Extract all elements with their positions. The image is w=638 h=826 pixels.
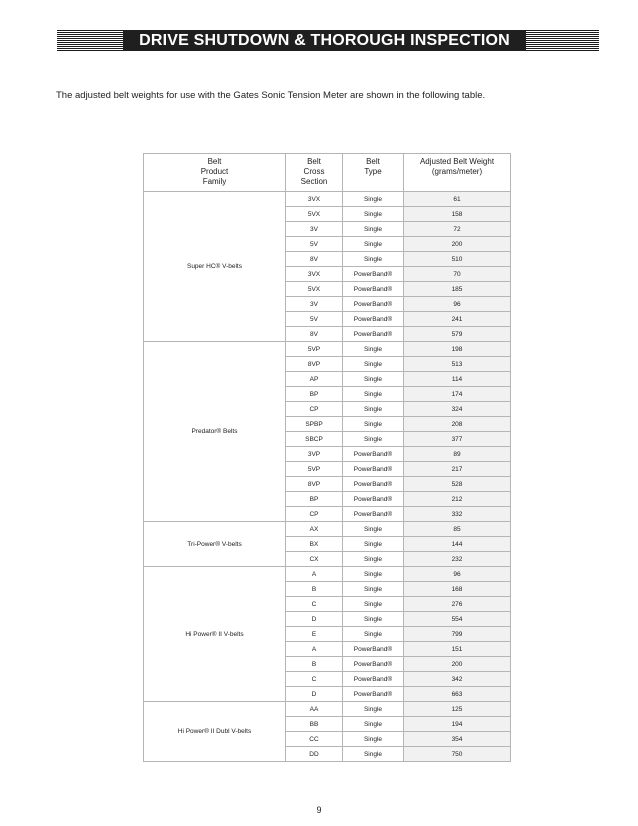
belt-weight-cell: 663 bbox=[404, 687, 511, 702]
belt-family-cell: Predator® Belts bbox=[144, 342, 286, 522]
belt-weight-cell: 158 bbox=[404, 207, 511, 222]
belt-weight-cell: 194 bbox=[404, 717, 511, 732]
cross-section-cell: 5VP bbox=[286, 462, 343, 477]
belt-type-cell: Single bbox=[343, 552, 404, 567]
belt-weight-cell: 354 bbox=[404, 732, 511, 747]
table-row bbox=[144, 567, 511, 582]
belt-type-cell: PowerBand® bbox=[343, 282, 404, 297]
cross-section-cell: SBCP bbox=[286, 432, 343, 447]
belt-weight-cell: 61 bbox=[404, 192, 511, 207]
belt-type-cell: PowerBand® bbox=[343, 687, 404, 702]
belt-type-cell: Single bbox=[343, 357, 404, 372]
belt-weight-cell: 799 bbox=[404, 627, 511, 642]
belt-weight-cell: 750 bbox=[404, 747, 511, 762]
belt-weight-cell: 579 bbox=[404, 327, 511, 342]
belt-weight-cell: 232 bbox=[404, 552, 511, 567]
cross-section-cell: 3VP bbox=[286, 447, 343, 462]
belt-weight-cell: 276 bbox=[404, 597, 511, 612]
cross-section-cell: D bbox=[286, 687, 343, 702]
table-row bbox=[144, 342, 511, 357]
header-belt-cross-section bbox=[286, 154, 343, 192]
belt-type-cell: Single bbox=[343, 582, 404, 597]
cross-section-cell: 5VX bbox=[286, 207, 343, 222]
cross-section-cell: BP bbox=[286, 387, 343, 402]
cross-section-cell: BX bbox=[286, 537, 343, 552]
belt-weight-cell: 241 bbox=[404, 312, 511, 327]
header-line: Type bbox=[364, 167, 382, 176]
belt-type-cell: Single bbox=[343, 717, 404, 732]
belt-type-cell: Single bbox=[343, 387, 404, 402]
belt-weight-cell: 217 bbox=[404, 462, 511, 477]
cross-section-cell: B bbox=[286, 657, 343, 672]
belt-type-cell: Single bbox=[343, 192, 404, 207]
belt-family-cell: Hi Power® II Dubl V-belts bbox=[144, 702, 286, 762]
cross-section-cell: B bbox=[286, 582, 343, 597]
header-adjusted-belt-weight bbox=[404, 154, 511, 192]
header-line: Cross bbox=[303, 167, 325, 176]
cross-section-cell: 3VX bbox=[286, 192, 343, 207]
cross-section-cell: 5V bbox=[286, 237, 343, 252]
belt-type-cell: PowerBand® bbox=[343, 462, 404, 477]
belt-weight-cell: 510 bbox=[404, 252, 511, 267]
belt-type-cell: Single bbox=[343, 222, 404, 237]
header-line: Belt bbox=[307, 157, 321, 166]
cross-section-cell: BP bbox=[286, 492, 343, 507]
header-line: (grams/meter) bbox=[431, 167, 483, 176]
header-line: Adjusted Belt Weight bbox=[419, 157, 495, 166]
cross-section-cell: SPBP bbox=[286, 417, 343, 432]
cross-section-cell: 3V bbox=[286, 297, 343, 312]
belt-type-cell: PowerBand® bbox=[343, 657, 404, 672]
table-row bbox=[144, 522, 511, 537]
header-belt-product-family bbox=[144, 154, 286, 192]
belt-type-cell: Single bbox=[343, 402, 404, 417]
belt-weight-cell: 342 bbox=[404, 672, 511, 687]
belt-type-cell: Single bbox=[343, 252, 404, 267]
belt-family-cell: Hi Power® II V-belts bbox=[144, 567, 286, 702]
header-belt-type bbox=[343, 154, 404, 192]
belt-type-cell: Single bbox=[343, 747, 404, 762]
belt-type-cell: Single bbox=[343, 372, 404, 387]
belt-weight-cell: 528 bbox=[404, 477, 511, 492]
belt-weight-cell: 144 bbox=[404, 537, 511, 552]
cross-section-cell: AA bbox=[286, 702, 343, 717]
cross-section-cell: BB bbox=[286, 717, 343, 732]
belt-type-cell: Single bbox=[343, 432, 404, 447]
belt-type-cell: PowerBand® bbox=[343, 297, 404, 312]
belt-family-cell: Tri-Power® V-belts bbox=[144, 522, 286, 567]
belt-type-cell: PowerBand® bbox=[343, 642, 404, 657]
belt-type-cell: Single bbox=[343, 612, 404, 627]
belt-type-cell: Single bbox=[343, 522, 404, 537]
header-line: Family bbox=[202, 177, 227, 186]
belt-weight-cell: 198 bbox=[404, 342, 511, 357]
belt-weight-cell: 70 bbox=[404, 267, 511, 282]
belt-type-cell: PowerBand® bbox=[343, 327, 404, 342]
belt-type-cell: PowerBand® bbox=[343, 267, 404, 282]
cross-section-cell: C bbox=[286, 597, 343, 612]
belt-weight-cell: 168 bbox=[404, 582, 511, 597]
belt-type-cell: PowerBand® bbox=[343, 447, 404, 462]
belt-type-cell: Single bbox=[343, 567, 404, 582]
cross-section-cell: CP bbox=[286, 507, 343, 522]
belt-weight-cell: 185 bbox=[404, 282, 511, 297]
header-line: Section bbox=[300, 177, 328, 186]
belt-weight-table bbox=[143, 153, 511, 762]
belt-type-cell: PowerBand® bbox=[343, 312, 404, 327]
cross-section-cell: D bbox=[286, 612, 343, 627]
belt-type-cell: Single bbox=[343, 537, 404, 552]
cross-section-cell: AX bbox=[286, 522, 343, 537]
belt-weight-cell: 200 bbox=[404, 657, 511, 672]
cross-section-cell: 8VP bbox=[286, 477, 343, 492]
table-row bbox=[144, 702, 511, 717]
belt-type-cell: PowerBand® bbox=[343, 492, 404, 507]
cross-section-cell: A bbox=[286, 567, 343, 582]
table-body bbox=[144, 192, 511, 762]
cross-section-cell: 8V bbox=[286, 252, 343, 267]
cross-section-cell: CX bbox=[286, 552, 343, 567]
cross-section-cell: 5VX bbox=[286, 282, 343, 297]
table-header-row bbox=[144, 154, 511, 192]
cross-section-cell: 5VP bbox=[286, 342, 343, 357]
belt-type-cell: Single bbox=[343, 417, 404, 432]
section-title: DRIVE SHUTDOWN & THOROUGH INSPECTION bbox=[123, 30, 526, 51]
belt-type-cell: PowerBand® bbox=[343, 507, 404, 522]
belt-weight-cell: 554 bbox=[404, 612, 511, 627]
header-line: Belt bbox=[366, 157, 380, 166]
cross-section-cell: 3VX bbox=[286, 267, 343, 282]
belt-weight-cell: 96 bbox=[404, 297, 511, 312]
belt-type-cell: Single bbox=[343, 237, 404, 252]
cross-section-cell: CC bbox=[286, 732, 343, 747]
section-banner bbox=[57, 30, 599, 51]
belt-type-cell: Single bbox=[343, 627, 404, 642]
belt-type-cell: Single bbox=[343, 702, 404, 717]
cross-section-cell: AP bbox=[286, 372, 343, 387]
belt-weight-cell: 114 bbox=[404, 372, 511, 387]
cross-section-cell: E bbox=[286, 627, 343, 642]
belt-type-cell: PowerBand® bbox=[343, 477, 404, 492]
header-line: Product bbox=[200, 167, 229, 176]
header-line: Belt bbox=[207, 157, 222, 166]
belt-weight-cell: 377 bbox=[404, 432, 511, 447]
belt-type-cell: PowerBand® bbox=[343, 672, 404, 687]
belt-type-cell: Single bbox=[343, 207, 404, 222]
belt-weight-cell: 174 bbox=[404, 387, 511, 402]
belt-family-cell: Super HC® V-belts bbox=[144, 192, 286, 342]
cross-section-cell: C bbox=[286, 672, 343, 687]
belt-weight-cell: 85 bbox=[404, 522, 511, 537]
cross-section-cell: 8VP bbox=[286, 357, 343, 372]
intro-paragraph: The adjusted belt weights for use with the Gates Sonic Tension Meter are shown in the following table. bbox=[56, 90, 486, 101]
belt-type-cell: Single bbox=[343, 597, 404, 612]
belt-weight-cell: 125 bbox=[404, 702, 511, 717]
belt-weight-cell: 200 bbox=[404, 237, 511, 252]
cross-section-cell: A bbox=[286, 642, 343, 657]
belt-weight-cell: 324 bbox=[404, 402, 511, 417]
belt-weight-cell: 212 bbox=[404, 492, 511, 507]
belt-type-cell: Single bbox=[343, 342, 404, 357]
cross-section-cell: 8V bbox=[286, 327, 343, 342]
belt-weight-cell: 151 bbox=[404, 642, 511, 657]
page-number: 9 bbox=[316, 805, 322, 815]
belt-weight-cell: 332 bbox=[404, 507, 511, 522]
belt-type-cell: Single bbox=[343, 732, 404, 747]
cross-section-cell: DD bbox=[286, 747, 343, 762]
cross-section-cell: 3V bbox=[286, 222, 343, 237]
belt-weight-cell: 89 bbox=[404, 447, 511, 462]
belt-weight-cell: 96 bbox=[404, 567, 511, 582]
belt-weight-cell: 208 bbox=[404, 417, 511, 432]
belt-weight-cell: 72 bbox=[404, 222, 511, 237]
table-header bbox=[144, 154, 511, 192]
cross-section-cell: CP bbox=[286, 402, 343, 417]
cross-section-cell: 5V bbox=[286, 312, 343, 327]
table-row bbox=[144, 192, 511, 207]
belt-weight-cell: 513 bbox=[404, 357, 511, 372]
